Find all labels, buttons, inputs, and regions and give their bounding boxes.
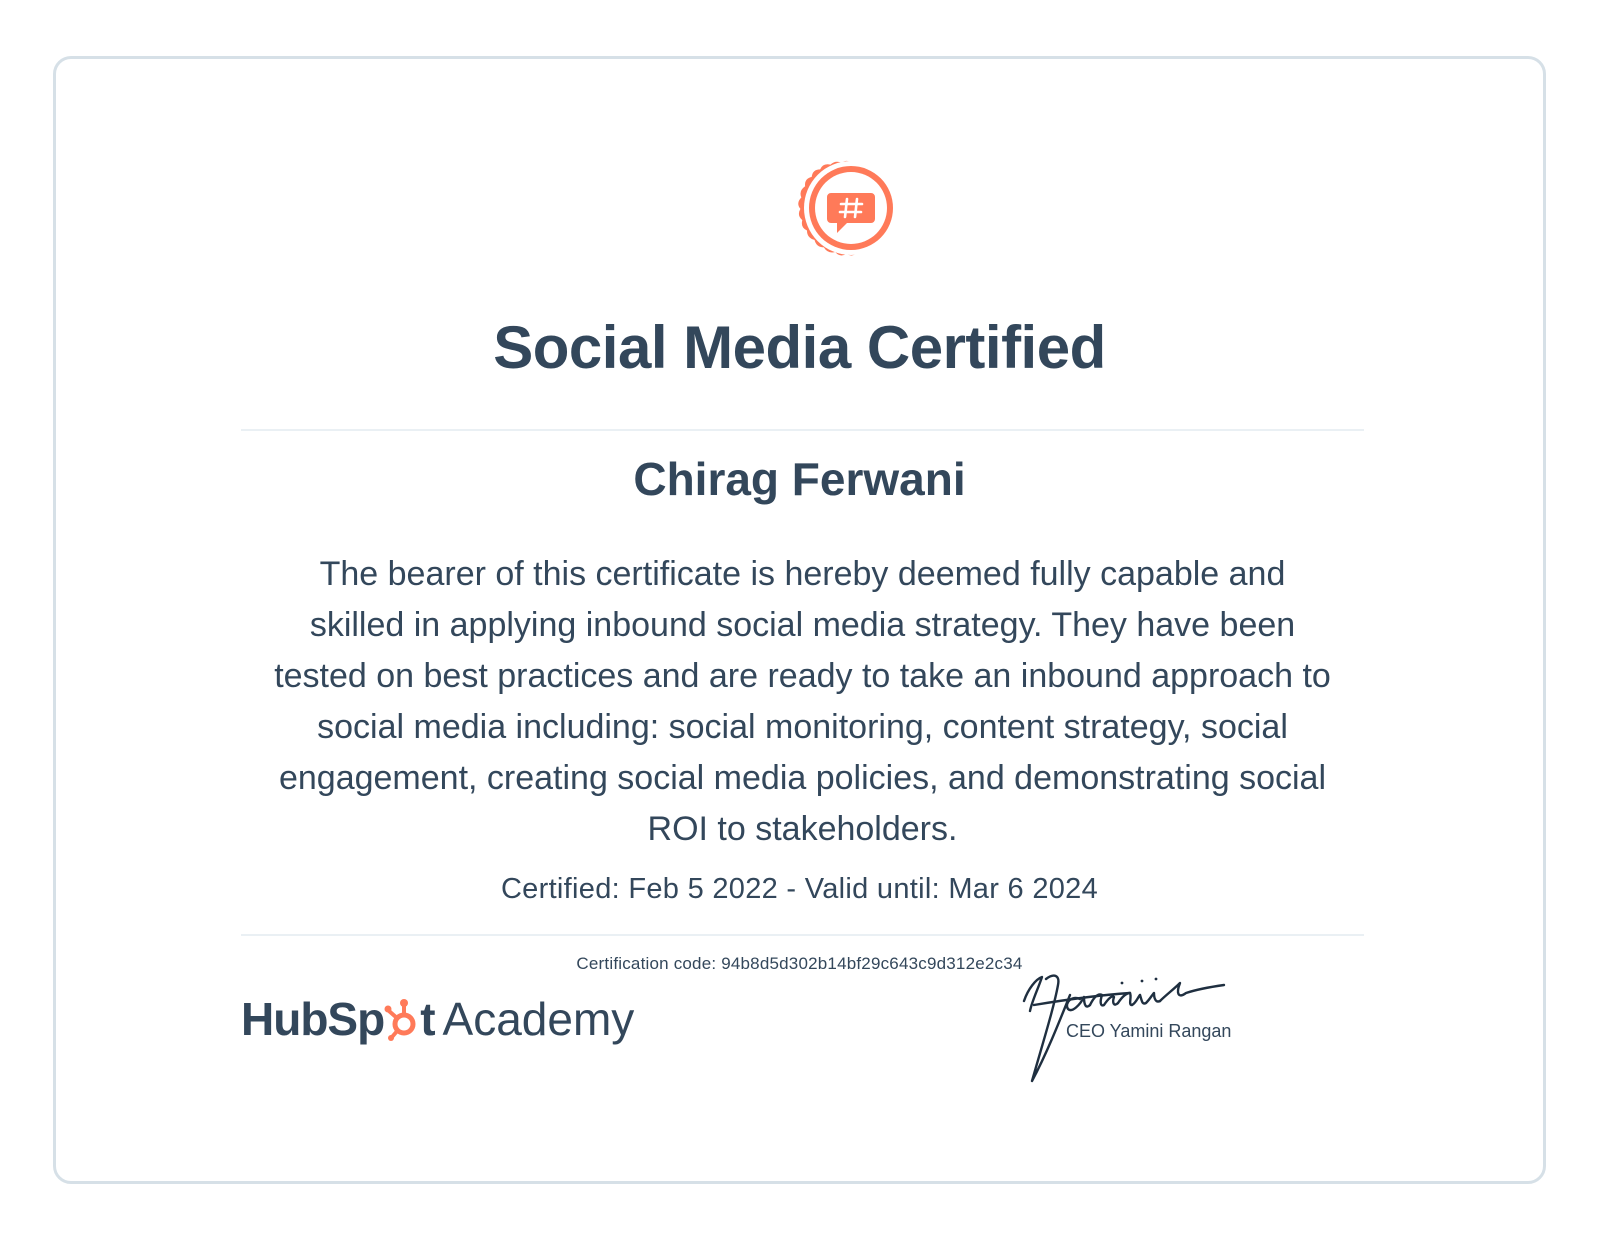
certification-dates: Certified: Feb 5 2022 - Valid until: Mar 6 2024: [500, 873, 1099, 905]
certificate-description: The bearer of this certificate is hereby deemed fully capable and skilled in applying inbound social media strategy. They have been tested on best practices and are ready to take an inbound approach to social media including: social monitoring, content strategy, social engagement, creating social media policies, and demonstrating social ROI to stakeholders.: [274, 555, 1331, 848]
certification-code: Certification code: 94b8d5d302b14bf29c643c9d312e2c34: [576, 954, 1023, 973]
certificate: [53, 56, 1546, 1184]
logo-text-t: t: [420, 993, 435, 1045]
sprocket-icon: [384, 997, 420, 1041]
recipient-name: Chirag Ferwani: [633, 453, 966, 505]
top-divider: [241, 429, 1364, 431]
logo-text-academy: Academy: [442, 993, 635, 1045]
bottom-divider: [241, 934, 1364, 936]
hubspot-academy-logo: [241, 984, 661, 1054]
certificate-title: Social Media Certified: [493, 314, 1106, 381]
ceo-caption: CEO Yamini Rangan: [1066, 1021, 1232, 1041]
badge-icon: [787, 149, 915, 277]
logo-text-hubsp: HubSp: [241, 993, 385, 1045]
